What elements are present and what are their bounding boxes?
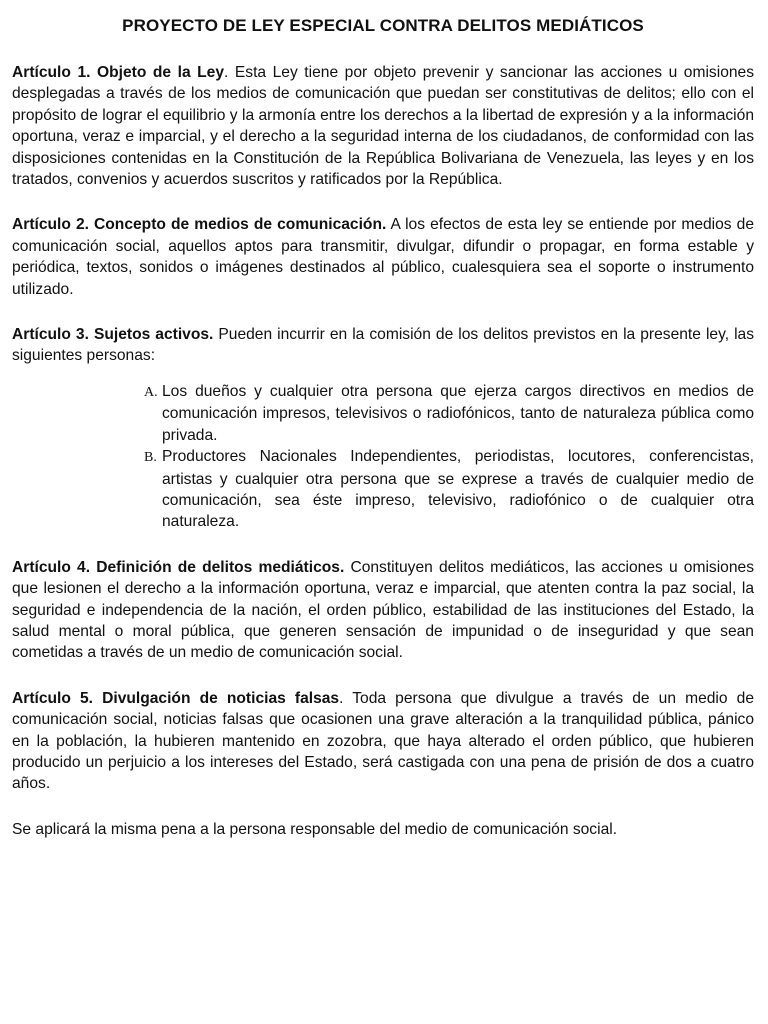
list-marker: B. (144, 450, 157, 466)
document-title: PROYECTO DE LEY ESPECIAL CONTRA DELITOS MEDIÁTICOS (122, 16, 644, 35)
article-3 (12, 324, 754, 367)
article-1-heading: Artículo 1. Objeto de la Ley (12, 64, 225, 81)
article-2-text: A los efectos de esta ley se entiende por medios de comunicación social, aquellos aptos para transmitir, divulgar, difundir o propagar, en forma estable y periódica, textos, sonidos o imágenes destinados al público, cualesquiera sea el soporte o instrumento utilizado. (12, 216, 754, 298)
document-page (12, 16, 754, 840)
article-1 (12, 62, 754, 190)
article-5 (12, 688, 754, 795)
article-5-heading: Artículo 5. Divulgación de noticias falsas (12, 689, 340, 707)
list-item (144, 381, 754, 446)
list-marker: A. (144, 384, 158, 400)
closing-paragraph: Se aplicará la misma pena a la persona responsable del medio de comunicación social. (12, 820, 618, 838)
article-4-text: Constituyen delitos mediáticos, las acciones u omisiones que lesionen el derecho a la información oportuna, veraz e imparcial, que atenten contra la paz social, la seguridad e independencia de la nación, el orden público, estabilidad de las instituciones del Estado, la salud mental o moral pública, que generen sensación de impunidad o de inseguridad y que sean cometidas a través de un medio de comunicación social. (12, 558, 754, 662)
article-5-text: . Toda persona que divulgue a través de un medio de comunicación social, noticias falsas que ocasionen una grave alteración a la tranquilidad pública, pánico en la población, la hubieren mantenido en zozobra, que haya alterado el orden público, que hubieren producido un perjuicio a los intereses del Estado, será castigada con una pena de prisión de dos a cuatro años. (12, 689, 755, 793)
list-item (144, 446, 754, 533)
list-item-text: Los dueños y cualquier otra persona que ejerza cargos directivos en medios de comunicación impresos, televisivos o radiofónicos, tanto de naturaleza pública como privada. (162, 382, 754, 444)
article-2-heading: Artículo 2. Concepto de medios de comunicación. (12, 216, 387, 234)
article-3-text: Pueden incurrir en la comisión de los delitos previstos en la presente ley, las siguientes personas: (12, 326, 755, 365)
article-2 (12, 214, 754, 300)
article-1-text: . Esta Ley tiene por objeto prevenir y sancionar las acciones u omisiones desplegadas a través de los medios de comunicación que puedan ser constitutivas de delitos; ello con el propósito de lograr el equilibrio y la armonía entre los derechos a la libertad de expresión y a la información oportuna, veraz e imparcial, y el derecho a la seguridad interna de los ciudadanos, de conformidad con las disposiciones contenidas en la Constitución de la República Bolivariana de Venezuela, las leyes y en los tratados, convenios y acuerdos suscritos y ratificados por la República. (12, 64, 755, 189)
article-4-heading: Artículo 4. Definición de delitos mediáticos. (12, 558, 345, 576)
subjects-list (12, 381, 754, 533)
list-item-text: Productores Nacionales Independientes, periodistas, locutores, conferencistas, artistas y cualquier otra persona que se exprese a través de cualquier medio de comunicación, sea éste impreso, televisivo, radiofónico o de cualquier otra naturaleza. (162, 448, 754, 531)
article-3-heading: Artículo 3. Sujetos activos. (12, 326, 214, 344)
article-4 (12, 557, 754, 664)
